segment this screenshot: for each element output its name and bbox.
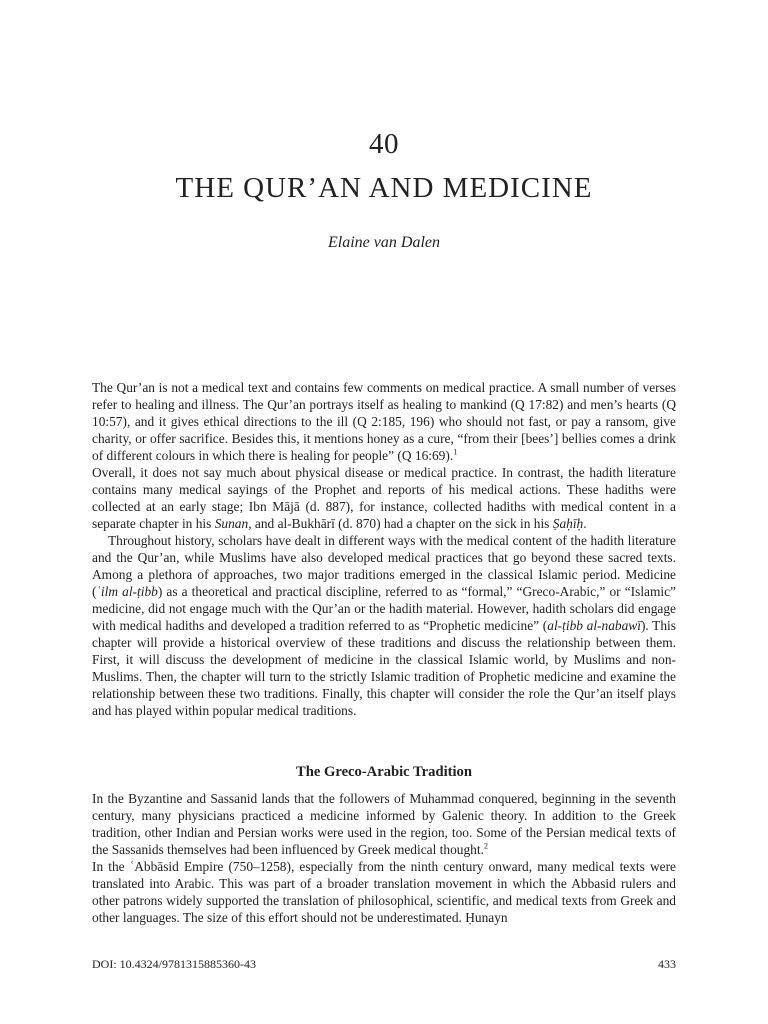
sahih-title: Ṣaḥīḥ bbox=[552, 516, 584, 531]
page-number: 433 bbox=[658, 957, 676, 971]
ilm-al-tibb-term: ʿilm al-ṭibb bbox=[96, 584, 158, 599]
chapter-number: 40 bbox=[369, 128, 399, 160]
footnote-ref-2[interactable]: 2 bbox=[483, 841, 488, 851]
footnote-ref-1[interactable]: 1 bbox=[453, 447, 458, 457]
footer-doi[interactable]: DOI: 10.4324/9781315885360-43 bbox=[92, 957, 256, 971]
chapter-title: THE QUR’AN AND MEDICINE bbox=[175, 172, 593, 204]
tibb-nabawi-term: al-ṭibb al-nabawī bbox=[547, 618, 641, 633]
sunan-title: Sunan bbox=[214, 516, 249, 531]
intro-paragraph-1: The Qur’an is not a medical text and contains few comments on medical practice. A small number of verses refer to healing and illness. The Qur’an portrays itself as healing to mankind (Q 17:82) and men’s hearts (Q 10:57), and it gives ethical directions to the ill (Q 2:185, 196) who should not fast, or pay a ransom, give charity, or offer sacrifice. Besides this, it mentions honey as a cure, “from their [bees’] bellies comes a drink of different colours in which there is healing for people” (Q 16:69).$^1$ Overall, it does not say much about physical disease or medical practice. In contrast, the hadith literature contains many medical sayings of the Prophet and reports of his medical actions. These hadiths were collected at an early stage; Ibn Mājā (d. 887), for instance, collected hadiths with medical content in a separate chapter in his Sunan, and al-Bukhārī (d. 870) had a chapter on the sick in his Ṣaḥīḥ. bbox=[92, 380, 676, 531]
author-name: Elaine van Dalen bbox=[328, 234, 440, 251]
section-body bbox=[92, 790, 676, 926]
section-paragraph-1: In the Byzantine and Sassanid lands that the followers of Muhammad conquered, beginning in the seventh century, many physicians practiced a medicine informed by Galenic theory. In addition to the Greek tradition, other Indian and Persian works were used in the region, too. Some of the Persian medical texts of the Sassanids themselves had been influenced by Greek medical thought.$^2$ In the ʿAbbāsid Empire (750–1258), especially from the ninth century onward, many medical texts were translated into Arabic. This was part of a broader translation movement in which the Abbasid rulers and other patrons widely supported the translation of philosophical, scientific, and medical texts from Greek and other languages. The size of this effort should not be underestimated. Ḥunayn bbox=[92, 791, 676, 925]
intro-body bbox=[92, 379, 676, 719]
intro-paragraph-2: Throughout history, scholars have dealt in different ways with the medical content of the hadith literature and the Qur’an, while Muslims have also developed medical practices that go beyond these sacred texts. Among a plethora of approaches, two major traditions emerged in the classical Islamic period. Medicine (ʿilm al-ṭibb) as a theoretical and practical discipline, referred to as “formal,” “Greco-Arabic,” or “Islamic” medicine, did not engage much with the Qur’an or the hadith material. However, hadith scholars did engage with medical hadiths and developed a tradition referred to as “Prophetic medicine” (al-ṭibb al-nabawī). This chapter will provide a historical overview of these traditions and discuss the relationship between them. First, it will discuss the development of medicine in the classical Islamic world, by Muslims and non-Muslims. Then, the chapter will turn to the strictly Islamic tradition of Prophetic medicine and examine the relationship between these two traditions. Finally, this chapter will consider the role the Qur’an itself plays and has played within popular medical traditions. bbox=[92, 533, 677, 718]
section-heading: The Greco-Arabic Tradition bbox=[296, 764, 472, 780]
